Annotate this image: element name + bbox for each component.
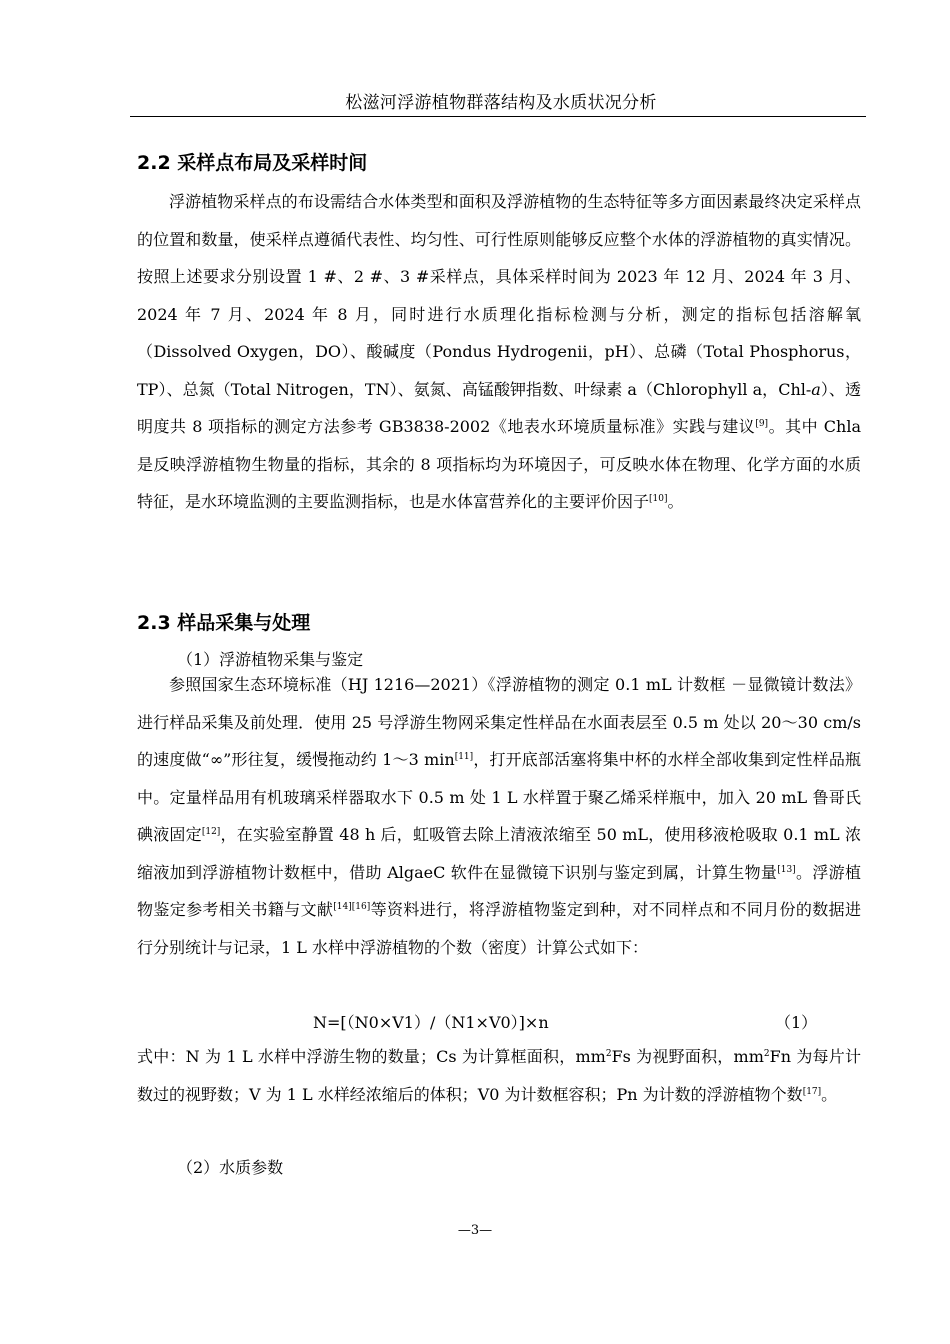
paragraph-text: 等资料进行，将浮游植物鉴定到种，对不同样点和不同月份的数据进行分别统计与记录，1 L 水样中浮游植物的个数（密度）计算公式如下： <box>137 900 861 957</box>
citation-17: [17] <box>802 1086 822 1097</box>
citation-9: [9] <box>755 419 769 429</box>
paragraph-text: Fs 为视野面积，mm <box>611 1047 764 1066</box>
citation-11: [11] <box>454 752 474 762</box>
subsection-item-2: （2）水质参数 <box>177 1158 284 1177</box>
superscript-2: 2 <box>763 1049 770 1059</box>
paragraph-text: ，在实验室静置 48 h 后，虹吸管去除上清液浓缩至 50 mL，使用移液枪吸取 0.1 mL 浓缩液加到浮游植物计数框中，借助 AlgaeC 软件在显微镜下识别与鉴定到属，计算生物量 <box>137 825 861 882</box>
paragraph-text: 。其中 Chla 是反映浮游植物生物量的指标，其余的 8 项指标均为环境因子，可反映水体在物理、化学方面的水质特征，是水环境监测的主要监测指标，也是水体富营养化的主要评价因子 <box>137 417 861 511</box>
paragraph-text: 。 <box>821 1084 838 1104</box>
subsection-item-1: （1）浮游植物采集与鉴定 <box>177 650 364 669</box>
formula-expression: N=[（N0×V1）/（N1×V0）]×n <box>313 1013 549 1032</box>
paragraph-text: 浮游植物采样点的布设需结合水体类型和面积及浮游植物的生态特征等多方面因素最终决定采样点的位置和数量，使采样点遵循代表性、均匀性、可行性原则能够反应整个水体的浮游植物的真实情况。按照上述要求分别设置 1 #、2 #、3 #采样点，具体采样时间为 2023 年 12 月、2024 年 3 月、2024 年 7 月、2024 年 8 月，同时进行水质理化指标检测与分析，测定的指标包括溶解氧（Dissolved Oxygen，DO）、酸碱度（Pondus Hydrogenii，pH）、总磷（Total Phosphorus，TP）、总氮（Total Nitrogen，TN）、氨氮、高锰酸钾指数、叶绿素 a（Chlorophyll a，Chl- <box>137 192 861 399</box>
paragraph-text: 参照国家生态环境标准（HJ 1216—2021）《浮游植物的测定 0.1 mL 计数框 －显微镜计数法》进行样品采集及前处理．使用 25 号浮游生物网采集定性样品在水面表层至 0.5 m 处以 20～30 cm/s 的速度做“∞”形往复，缓慢拖动约 1～3 min <box>137 675 861 769</box>
running-header: 松滋河浮游植物群落结构及水质状况分析 <box>345 93 657 113</box>
paragraph-text: 。 <box>667 492 684 511</box>
paragraph-text: ，打开底部活塞将集中杯的水样全部收集到定性样品瓶中。定量样品用有机玻璃采样器取水下 0.5 m 处 1 L 水样置于聚乙烯采样瓶中，加入 20 mL 鲁哥氏碘液固定 <box>137 750 861 844</box>
paragraph-text: 式中：N 为 1 L 水样中浮游生物的数量；Cs 为计算框面积，mm <box>137 1047 606 1066</box>
italic-a: a <box>811 379 821 399</box>
paragraph-text: ）、透明度共 8 项指标的测定方法参考 GB3838-2002《地表水环境质量标准》实践与建议 <box>137 379 861 436</box>
paragraph-text: Fn 为每片计数过的视野数；V 为 1 L 水样经浓缩后的体积；V0 为计数框容积；Pn 为计数的浮游植物个数 <box>137 1047 861 1104</box>
citation-12: [12] <box>201 827 221 837</box>
paragraph-text: 。浮游植物鉴定参考相关书籍与文献 <box>137 862 861 919</box>
citation-14: [14] <box>333 902 352 912</box>
paragraph-sampling-sites <box>137 183 861 521</box>
page-number: —3— <box>457 1223 493 1238</box>
section-heading-2-3: 2.3 样品采集与处理 <box>137 612 311 634</box>
citation-13: [13] <box>777 864 796 875</box>
paragraph-formula-legend <box>137 1038 861 1113</box>
paragraph-phytoplankton-collection <box>137 666 861 966</box>
citation-10: [10] <box>649 494 668 504</box>
section-heading-2-2: 2.2 采样点布局及采样时间 <box>137 152 368 174</box>
superscript-2: 2 <box>605 1049 612 1059</box>
citation-16: [16] <box>351 902 371 912</box>
header-rule <box>130 116 866 117</box>
formula-number: （1） <box>775 1013 818 1032</box>
